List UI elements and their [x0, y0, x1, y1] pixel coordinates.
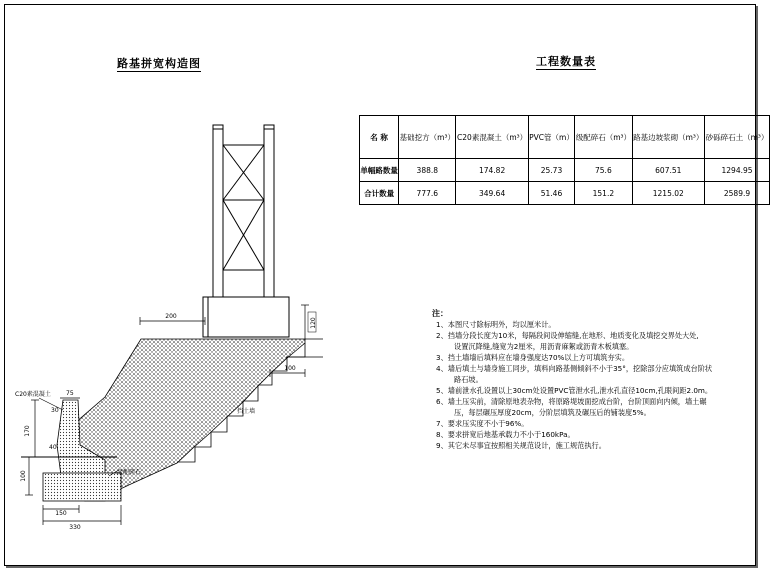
col-header: 砂砾碎石土（m³） — [705, 116, 770, 159]
diagram-title: 路基拼宽构造图 — [117, 57, 201, 70]
note-item-cont: 压，每层碾压厚度20cm，分阶层填筑及碾压后的铺装度5%。 — [454, 408, 651, 417]
quantity-table — [359, 115, 770, 205]
table-title: 工程数量表 — [536, 55, 596, 68]
label-100-left: 100 — [20, 470, 27, 482]
table-cell: 607.51 — [632, 159, 705, 182]
table-cell: 51.46 — [528, 182, 574, 205]
table-cell: 2589.9 — [705, 182, 770, 205]
label-170: 170 — [24, 425, 31, 437]
table-cell: 349.64 — [456, 182, 528, 205]
label-40: 40 — [49, 444, 57, 451]
table-row — [360, 182, 770, 205]
notes-heading: 注： — [432, 309, 448, 318]
table-header-row — [360, 116, 770, 159]
label-100-right: 100 — [284, 365, 296, 372]
note-item: 5、墙前泄水孔设置以上30cm处设置PVC管泄水孔,泄水孔直径10cm,孔眼间距2.0m。 — [436, 386, 713, 395]
note-item: 9、其它未尽事宜按照相关规范设计，施工规范执行。 — [436, 441, 606, 450]
drawing-sheet — [4, 4, 769, 566]
cross-section-diagram — [5, 5, 755, 565]
table-row — [360, 159, 770, 182]
col-header: C20素混凝土（m³） — [456, 116, 528, 159]
col-header: 级配碎石（m³） — [575, 116, 632, 159]
table-cell: 777.6 — [399, 182, 456, 205]
note-item: 1、本图尺寸除标明外，均以厘米计。 — [436, 320, 556, 329]
table-cell: 388.8 — [399, 159, 456, 182]
col-header: 路基边坡浆砌（m³） — [632, 116, 705, 159]
table-cell: 151.2 — [575, 182, 632, 205]
wall-footing — [43, 473, 121, 501]
c20-label: C20素混凝土 — [15, 391, 51, 398]
note-item: 6、墙土压实前，清除原地表杂物，将原路堤坡面挖成台阶，台阶顶面向内倾，墙土碾 — [436, 397, 707, 406]
row-label: 合计数量 — [360, 182, 399, 205]
side-label: 挡土墙 — [237, 408, 256, 415]
table-cell: 25.73 — [528, 159, 574, 182]
notes-block — [432, 308, 712, 451]
note-item-cont: 设置沉降缝,缝宽为2厘米，用沥青麻絮或沥青木板填塞。 — [454, 342, 634, 351]
note-item: 3、挡土墙墙后填料应在墙身强度达70%以上方可填筑夯实。 — [436, 353, 630, 362]
note-item: 2、挡墙分段长度为10米，每隔段间设伸缩缝,在地形、地质变化及填挖交界处大处, — [436, 331, 699, 340]
note-item: 4、墙后填土与墙身施工同步，填料向路基侧倾斜不小于35°，挖除部分应填筑成台阶状 — [436, 364, 713, 373]
label-330: 330 — [69, 524, 81, 531]
note-item: 7、要求压实度不小于96%。 — [436, 419, 529, 428]
col-header: 基础挖方（m³） — [399, 116, 456, 159]
table-cell: 174.82 — [456, 159, 528, 182]
label-75: 75 — [66, 390, 74, 397]
note-item-cont: 路石坡。 — [454, 375, 483, 384]
note-item: 8、要求拼宽后地基承载力不小于160kPa。 — [436, 430, 575, 439]
label-200: 200 — [165, 313, 177, 320]
col-header: 名 称 — [360, 116, 399, 159]
row-label: 单幅路数量 — [360, 159, 399, 182]
label-150: 150 — [55, 510, 67, 517]
table-cell: 1294.95 — [705, 159, 770, 182]
pylon-tower — [203, 125, 289, 337]
col-header: PVC管（m） — [528, 116, 574, 159]
label-30: 30 — [51, 407, 59, 414]
gravel-label: 级配碎石 — [117, 469, 142, 476]
table-cell: 1215.02 — [632, 182, 705, 205]
table-cell: 75.6 — [575, 159, 632, 182]
label-120: 120 — [310, 317, 317, 329]
